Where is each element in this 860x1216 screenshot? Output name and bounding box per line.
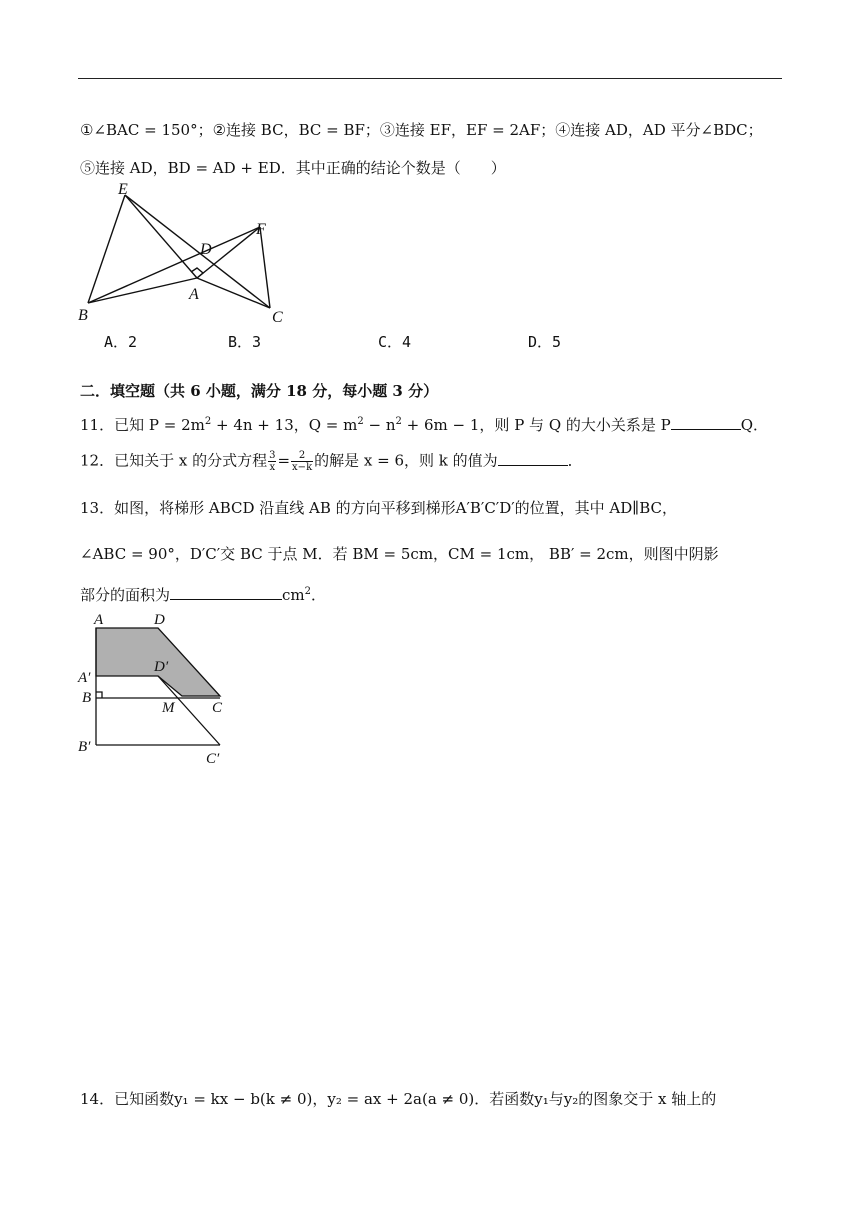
seg-BF xyxy=(88,227,260,303)
q12-f2-num: 2 xyxy=(291,450,313,462)
q11-num: 11． xyxy=(80,416,115,434)
seg-EB xyxy=(88,195,125,303)
q13-line1: 13．如图，将梯形 ABCD 沿直线 AB 的方向平移到梯形A′B′C′D′的位置，其中 AD∥BC， xyxy=(80,499,677,517)
q13-unit: cm xyxy=(282,586,305,604)
q11-end: Q． xyxy=(740,416,769,434)
q12-pre: 已知关于 x 的分式方程 xyxy=(114,451,268,470)
q10-option-d: D．5 xyxy=(528,333,562,351)
q13-unit-sup: 2 xyxy=(304,586,312,597)
section2-heading: 二．填空题（共 6 小题，满分 18 分，每小题 3 分） xyxy=(80,382,439,400)
q11 xyxy=(80,412,768,435)
q14-line1: 14．已知函数y₁ = kx − b(k ≠ 0)，y₂ = ax + 2a(a ≠ 0)．若函数y₁与y₂的图象交于 x 轴上的 xyxy=(80,1090,717,1108)
q10-option-b: B．3 xyxy=(228,333,262,351)
q12 xyxy=(80,450,583,473)
q12-f1-num: 3 xyxy=(269,450,276,461)
seg-FC xyxy=(260,227,270,308)
q12-fraction-2 xyxy=(291,450,313,473)
q11-expr-q3: + 6m − 1，则 xyxy=(401,416,510,434)
label-C: C xyxy=(212,700,223,716)
label-D-prime: D′ xyxy=(154,659,169,675)
label-A: A xyxy=(94,612,104,628)
label-M: M xyxy=(162,700,175,716)
label-D: D xyxy=(200,241,212,258)
q13-line3-pre: 部分的面积为 xyxy=(80,586,171,604)
label-B: B xyxy=(78,307,88,324)
q13-line3 xyxy=(80,582,326,605)
label-D: D xyxy=(154,612,165,628)
q11-tail: P 与 Q 的大小关系是 P xyxy=(509,416,671,434)
q12-f1-den: x xyxy=(269,462,276,473)
header-rule xyxy=(78,78,782,79)
q12-eq: = xyxy=(277,451,291,470)
label-B-prime: B′ xyxy=(78,739,91,755)
seg-EA xyxy=(125,195,197,278)
label-E: E xyxy=(118,181,128,198)
q13-answer-blank[interactable] xyxy=(170,585,282,600)
seg-BA xyxy=(88,278,197,303)
q11-sq1: 2 xyxy=(204,416,212,427)
q12-fraction-1 xyxy=(268,450,276,473)
q13-end: ． xyxy=(311,586,327,604)
label-A-prime: A′ xyxy=(78,670,91,686)
seg-AC xyxy=(197,278,270,308)
q10-line2: ⑤连接 AD，BD = AD + ED．其中正确的结论个数是（ ） xyxy=(80,159,506,177)
q11-pre: 已知 xyxy=(114,416,145,434)
label-C: C xyxy=(272,309,283,325)
q12-num: 12． xyxy=(80,451,115,470)
q12-end: ． xyxy=(567,451,583,470)
label-C-prime: C′ xyxy=(206,751,220,767)
q11-expr-q2: − n xyxy=(363,416,396,434)
q10-option-c: C．4 xyxy=(378,333,412,351)
q12-answer-blank[interactable] xyxy=(498,451,568,466)
q12-f2-den: x−k xyxy=(292,462,313,473)
q11-expr-p: P = 2m xyxy=(148,416,205,434)
q11-sq2: 2 xyxy=(357,416,364,427)
label-F: F xyxy=(256,221,266,238)
q11-expr-p2: + 4n + 13，Q = m xyxy=(211,416,358,434)
q10-option-a: A．2 xyxy=(104,333,138,351)
q11-answer-blank[interactable] xyxy=(671,415,741,430)
q12-post: 的解是 x = 6，则 k 的值为 xyxy=(314,451,498,470)
q10-figure xyxy=(70,180,300,325)
right-angle-mark-B xyxy=(96,692,102,698)
q13-line2: ∠ABC = 90°，D′C′交 BC 于点 M．若 BM = 5cm，CM = 1cm， BB′ = 2cm，则图中阴影 xyxy=(80,545,719,563)
label-B: B xyxy=(82,690,92,706)
q13-figure xyxy=(70,608,250,768)
q11-sq3: 2 xyxy=(395,416,402,427)
q10-line1: ①∠BAC = 150°；②连接 BC，BC = BF；③连接 EF，EF = 2AF；④连接 AD，AD 平分∠BDC； xyxy=(80,121,763,139)
label-A: A xyxy=(189,286,199,303)
